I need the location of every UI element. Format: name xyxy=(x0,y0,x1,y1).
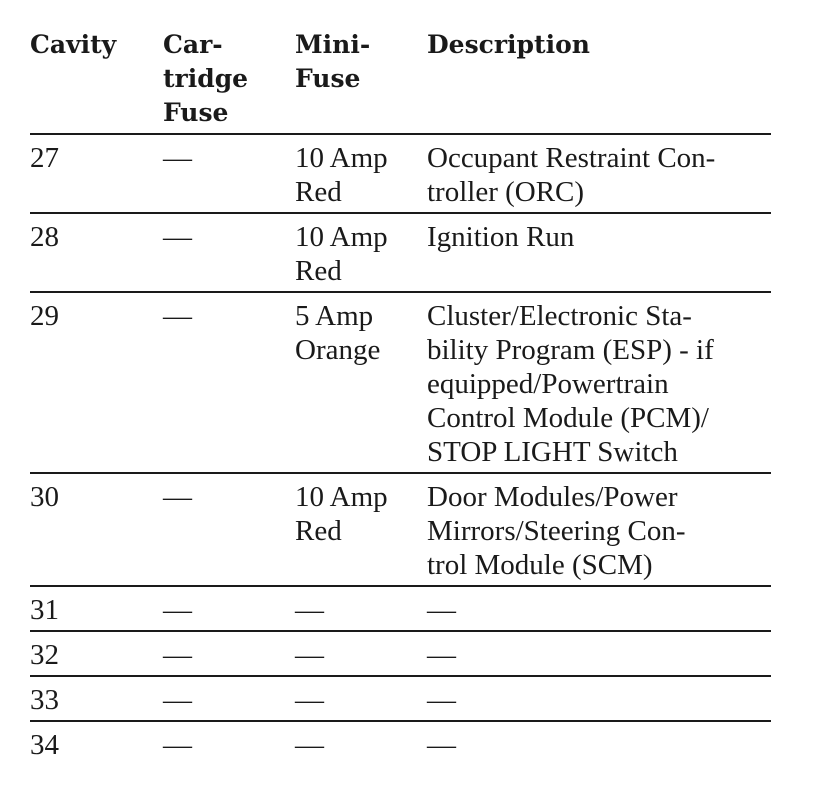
cell-cavity: 30 xyxy=(30,473,163,586)
table-row xyxy=(30,586,771,631)
header-description: Description xyxy=(427,28,771,134)
cell-mini-fuse: — xyxy=(295,676,427,721)
cell-cavity: 27 xyxy=(30,134,163,213)
cell-mini-fuse: — xyxy=(295,586,427,631)
cell-cartridge-fuse: — xyxy=(163,676,295,721)
cell-mini-fuse: 5 Amp Orange xyxy=(295,292,427,473)
cell-mini-fuse: 10 Amp Red xyxy=(295,473,427,586)
table-row xyxy=(30,473,771,586)
cell-description: — xyxy=(427,586,771,631)
cell-description: Ignition Run xyxy=(427,213,771,292)
cell-cavity: 33 xyxy=(30,676,163,721)
table-row xyxy=(30,292,771,473)
header-cavity: Cavity xyxy=(30,28,163,134)
cell-description: Cluster/Electronic Sta- bility Program (ESP) - if equipped/Powertrain Control Module (PCM)/ STOP LIGHT Switch xyxy=(427,292,771,473)
cell-cartridge-fuse: — xyxy=(163,292,295,473)
cell-cartridge-fuse: — xyxy=(163,134,295,213)
cell-cartridge-fuse: — xyxy=(163,729,192,761)
table-header-row xyxy=(30,28,771,134)
cell-cavity: 28 xyxy=(30,213,163,292)
cell-cavity: 32 xyxy=(30,631,163,676)
fuse-table xyxy=(30,28,771,765)
cell-cavity: 31 xyxy=(30,586,163,631)
cell-mini-fuse: — xyxy=(295,631,427,676)
cell-description: — xyxy=(427,729,456,761)
cell-description: — xyxy=(427,631,771,676)
cell-cartridge-fuse: — xyxy=(163,631,295,676)
cell-cartridge-fuse: — xyxy=(163,473,295,586)
table-row xyxy=(30,631,771,676)
cell-mini-fuse: 10 Amp Red xyxy=(295,134,427,213)
table-row xyxy=(30,134,771,213)
cell-mini-fuse: 10 Amp Red xyxy=(295,213,427,292)
cell-mini-fuse: — xyxy=(295,729,324,761)
table-row xyxy=(30,213,771,292)
cell-description: Occupant Restraint Con- troller (ORC) xyxy=(427,134,771,213)
header-mini-fuse: Mini- Fuse xyxy=(295,28,427,134)
cell-cavity: 29 xyxy=(30,292,163,473)
header-cartridge-fuse: Car- tridge Fuse xyxy=(163,28,295,134)
cell-cartridge-fuse: — xyxy=(163,586,295,631)
table-row xyxy=(30,676,771,721)
cell-cavity: 34 xyxy=(30,729,59,761)
table-row xyxy=(30,721,771,765)
cell-cartridge-fuse: — xyxy=(163,213,295,292)
cell-description: Door Modules/Power Mirrors/Steering Con- trol Module (SCM) xyxy=(427,473,771,586)
cell-description: — xyxy=(427,676,771,721)
